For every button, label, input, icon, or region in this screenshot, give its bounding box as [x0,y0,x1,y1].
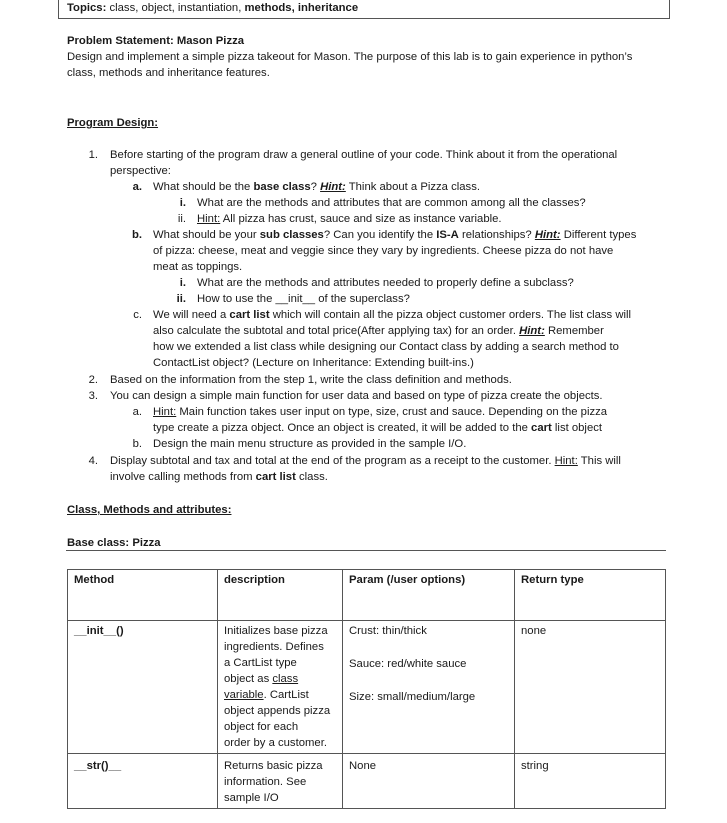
item-1-line-1: Before starting of the program draw a general outline of your code. Think about it from the operational [110,149,618,161]
item-1a-marker: a. [132,181,142,193]
class-methods-heading: Class, Methods and attributes: [67,504,232,516]
return-str: string [515,754,666,809]
item-1a-i-text: What are the methods and attributes that are common among all the classes? [197,197,586,209]
table-row [68,621,666,754]
hint-label: Hint: [519,325,545,337]
hint-label: Hint: [320,181,346,193]
param-sauce: Sauce: red/white sauce [349,658,467,670]
return-init: none [515,621,666,754]
item-1b-line-2: of pizza: cheese, meat and veggie since they vary by ingredients. Cheese pizza do not have [153,245,614,257]
hint-label: Hint: [197,213,221,225]
program-design-heading: Program Design: [67,117,159,129]
item-1-marker: 1. [88,149,98,161]
params-init [343,621,515,754]
item-1-line-2: perspective: [110,165,171,177]
item-1b-ii-text: How to use the __init__ of the superclass? [197,293,410,305]
hint-label: Hint: [554,455,578,467]
item-1b-line-3: meat as toppings. [153,261,243,273]
item-1a-text: What should be the base class? Hint: Think about a Pizza class. [153,181,480,193]
methods-table [67,569,666,809]
description-init: Initializes base pizza ingredients. Defines a CartList type object as class variable. CartList object appends pizza object for each order by a customer. [218,621,343,754]
item-1a-i-marker: i. [179,197,186,209]
item-1a-ii-marker: ii. [177,213,186,225]
method-init: __init__() [68,621,218,754]
param-size: Size: small/medium/large [349,691,476,703]
item-1c-marker: c. [133,309,142,321]
problem-line-1: Design and implement a simple pizza takeout for Mason. The purpose of this lab is to gain experience in python’s [67,51,633,63]
topics-bold: methods, inheritance [244,2,359,14]
item-1c-line-3: how we extended a list class while designing our Contact class by adding a search method to [153,341,619,353]
hint-label: Hint: [534,229,561,241]
heading-rule [66,550,666,551]
header-params: Param (/user options) [343,570,515,621]
item-3b-text: Design the main menu structure as provided in the sample I/O. [153,438,467,450]
topics-plain: class, object, instantiation, [106,2,245,14]
item-3a-marker: a. [132,406,142,418]
topics-bar [58,0,670,19]
item-1b-i-marker: i. [179,277,186,289]
item-3-marker: 3. [88,390,98,402]
topics-line [67,0,358,16]
topics-label: Topics: [67,2,107,14]
params-str: None [343,754,515,809]
base-class-heading: Base class: Pizza [67,537,161,549]
item-1b-ii-marker: ii. [176,293,186,305]
problem-line-2: class, methods and inheritance features. [67,67,270,79]
item-4-marker: 4. [88,455,98,467]
item-1b-marker: b. [131,229,142,241]
header-method: Method [68,570,218,621]
item-1a-ii-text: Hint: All pizza has crust, sauce and size as instance variable. [197,213,502,225]
item-2-text: Based on the information from the step 1, write the class definition and methods. [110,374,512,386]
table-header-row [68,570,666,621]
problem-title: Problem Statement: Mason Pizza [67,35,245,47]
header-return-type: Return type [515,570,666,621]
item-2-marker: 2. [88,374,98,386]
param-crust: Crust: thin/thick [349,625,427,637]
item-1c-line-1: We will need a cart list which will contain all the pizza object customer orders. The list class will [153,309,632,321]
item-3a-line-1: Hint: Main function takes user input on type, size, crust and sauce. Depending on the pizza [153,406,608,418]
item-3-text: You can design a simple main function for user data and based on type of pizza create the objects. [110,390,603,402]
item-1c-line-4: ContactList object? (Lecture on Inheritance: Extending built-ins.) [153,357,474,369]
item-1c-line-2: also calculate the subtotal and total price(After applying tax) for an order. Hint: Remember [153,325,604,337]
item-4-line-2: involve calling methods from cart list class. [110,471,328,483]
table-row [68,754,666,809]
item-1b-i-text: What are the methods and attributes needed to properly define a subclass? [197,277,574,289]
item-3a-line-2: type create a pizza object. Once an object is created, it will be added to the cart list object [153,422,603,434]
description-str: Returns basic pizza information. See sample I/O [218,754,343,809]
item-1b-line-1: What should be your sub classes? Can you identify the IS-A relationships? Hint: Different types [153,229,637,241]
hint-label: Hint: [153,406,177,418]
item-3b-marker: b. [132,438,142,450]
item-4-line-1: Display subtotal and tax and total at the end of the program as a receipt to the customer. Hint: This will [110,455,621,467]
method-str: __str()__ [68,754,218,809]
header-description: description [218,570,343,621]
